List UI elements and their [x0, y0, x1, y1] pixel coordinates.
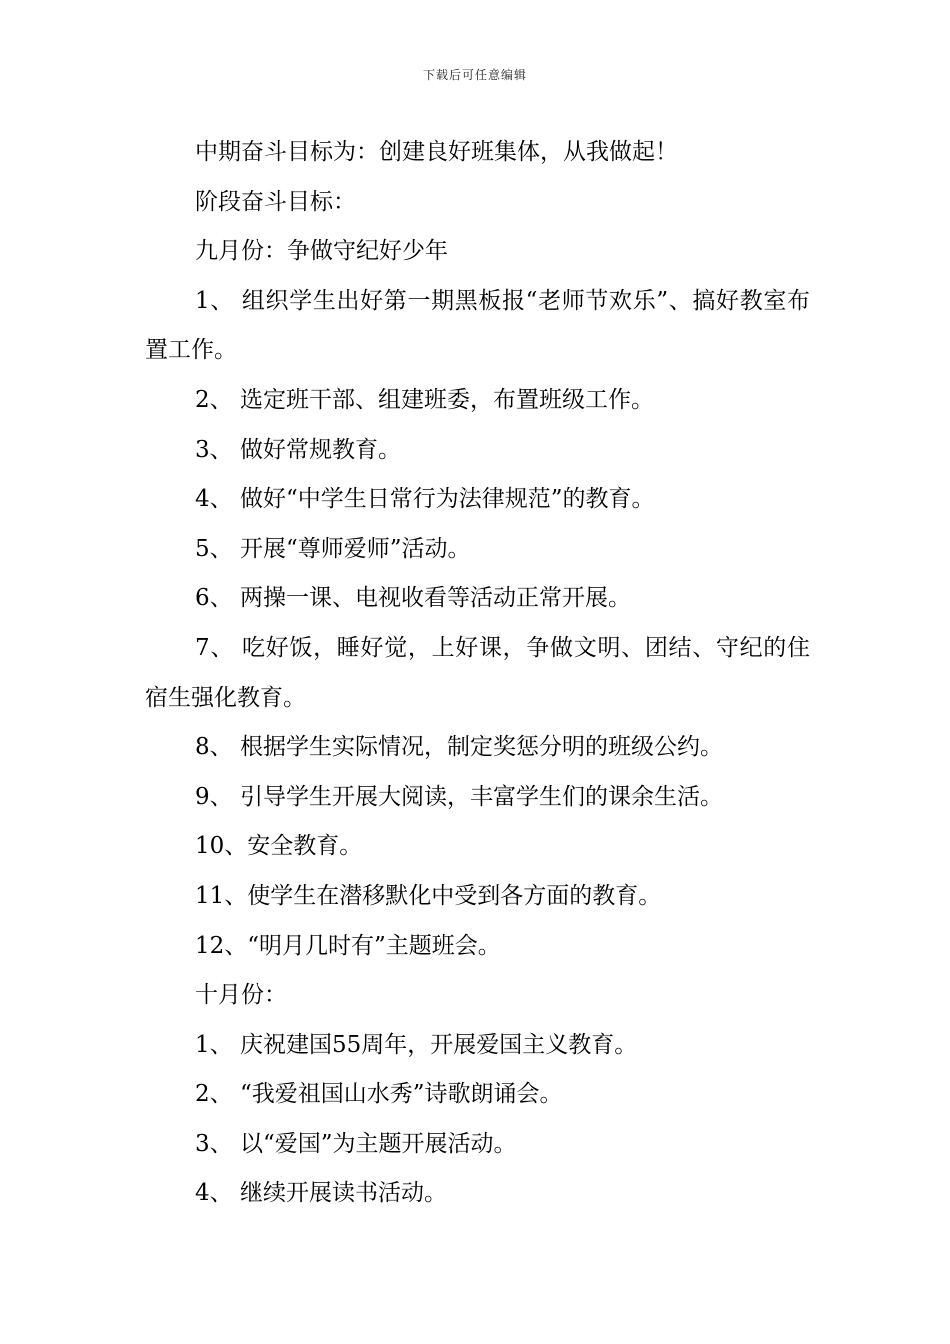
page-header-note: 下载后可任意编辑: [422, 68, 527, 82]
september-item-4: 4、 做好“中学生日常行为法律规范”的教育。: [195, 486, 655, 513]
september-item-12: 12、“明月几时有”主题班会。: [195, 932, 501, 959]
september-item-10: 10、安全教育。: [195, 833, 363, 860]
october-item-4: 4、 继续开展读书活动。: [195, 1180, 447, 1207]
september-item-1: 1、 组织学生出好第一期黑板报“老师节欢乐”、搞好教室布置工作。: [145, 287, 810, 364]
september-item-7: 7、 吃好饭，睡好觉，上好课，争做文明、团结、守纪的住宿生强化教育。: [145, 634, 810, 711]
september-item-11: 11、使学生在潜移默化中受到各方面的教育。: [195, 882, 662, 909]
stage-goal-heading: 阶段奋斗目标：: [195, 188, 356, 215]
october-item-2: 2、 “我爱祖国山水秀”诗歌朗诵会。: [195, 1081, 563, 1108]
september-item-8: 8、 根据学生实际情况，制定奖惩分明的班级公约。: [195, 734, 723, 761]
september-heading: 九月份：争做守纪好少年: [195, 238, 448, 265]
october-item-1: 1、 庆祝建国55周年，开展爱国主义教育。: [195, 1031, 638, 1058]
september-item-6: 6、 两操一课、电视收看等活动正常开展。: [195, 585, 631, 612]
september-item-2: 2、 选定班干部、组建班委，布置班级工作。: [195, 386, 654, 413]
document-body: [145, 128, 810, 1219]
september-item-9: 9、 引导学生开展大阅读，丰富学生们的课余生活。: [195, 783, 723, 810]
september-item-5: 5、 开展“尊师爱师”活动。: [195, 535, 471, 562]
october-item-3: 3、 以“爱国”为主题开展活动。: [195, 1130, 517, 1157]
october-heading: 十月份：: [195, 982, 287, 1009]
september-item-3: 3、 做好常规教育。: [195, 436, 401, 463]
midterm-goal-line: 中期奋斗目标为：创建良好班集体，从我做起！: [195, 139, 678, 165]
